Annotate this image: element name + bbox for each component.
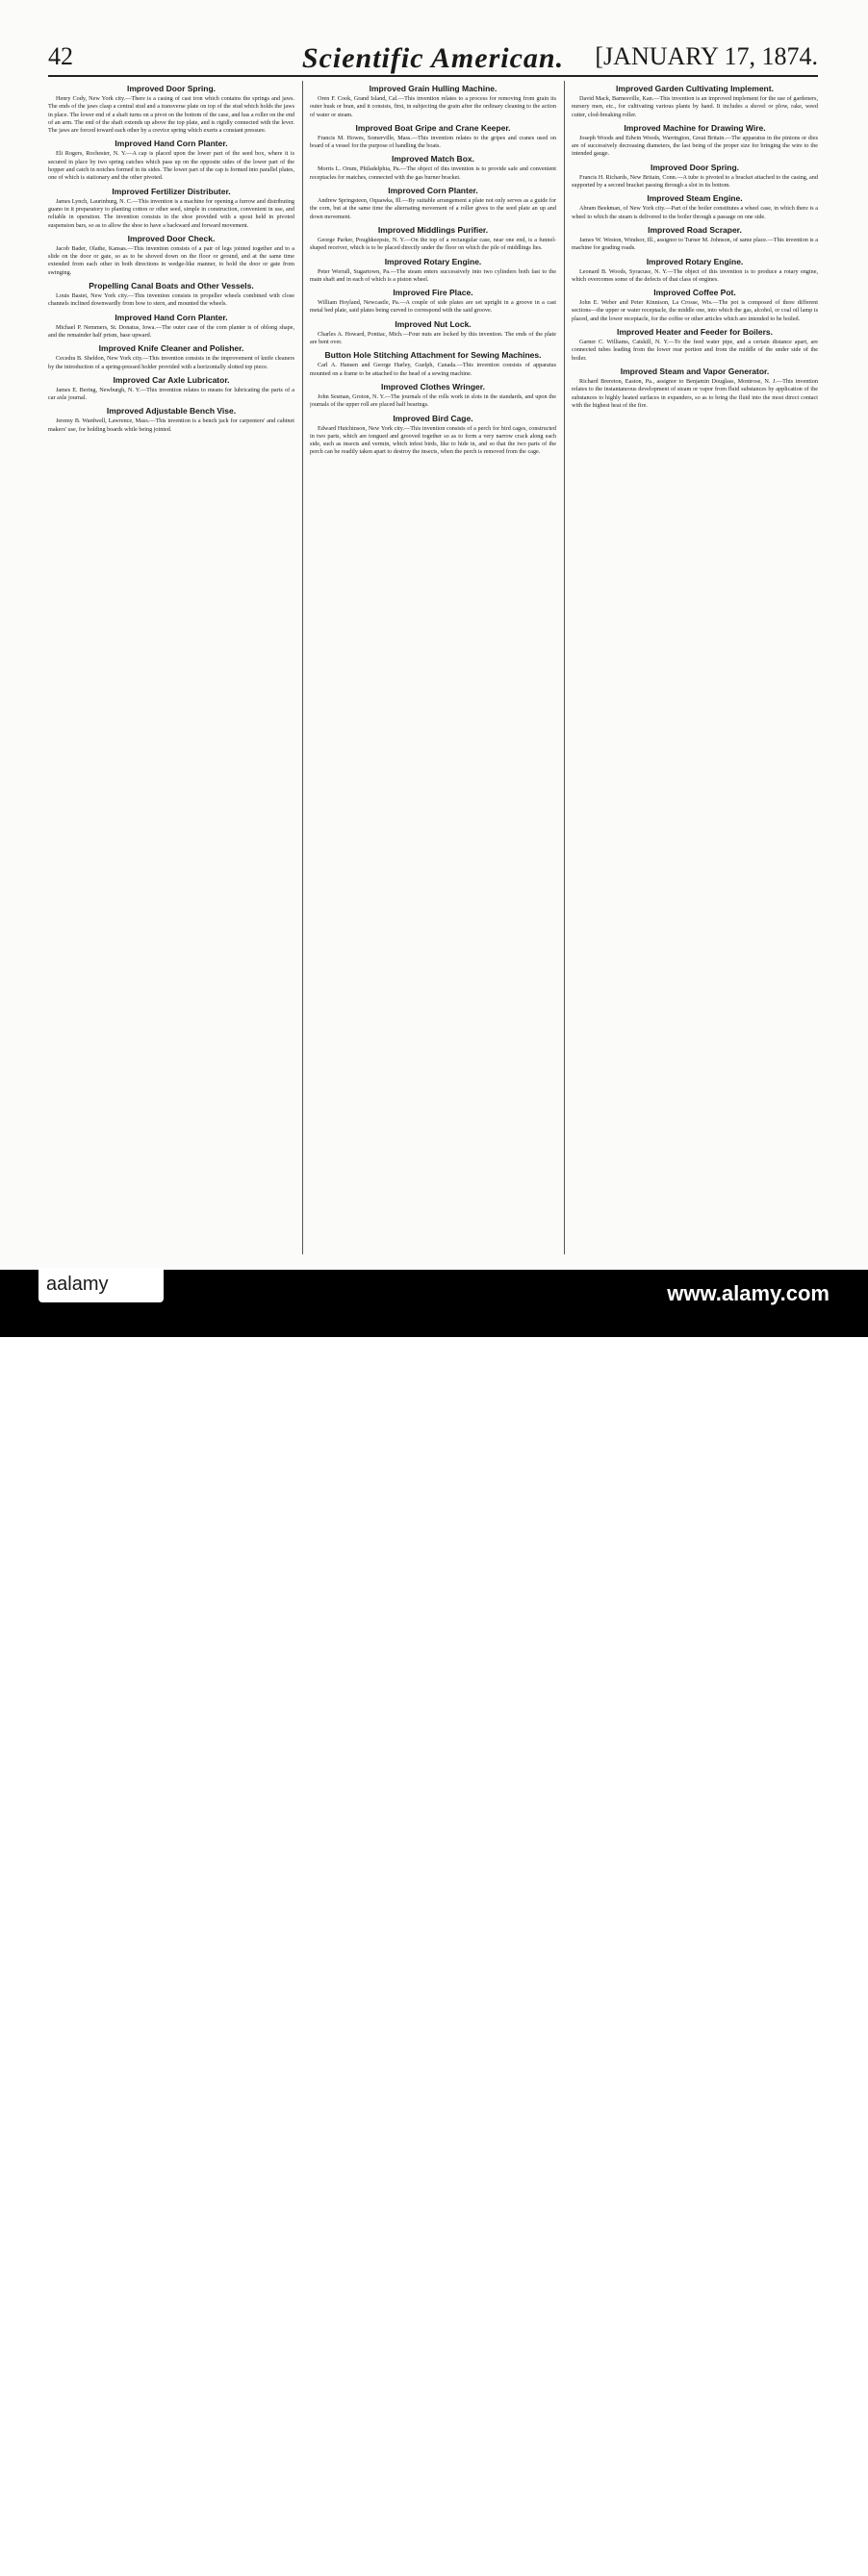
article-body: Abram Beekman, of New York city.—Part of the boiler constitutes a wheel case, in which there is a wheel to which the steam is delivered to the boiler through a passage on one side.	[572, 205, 818, 220]
article	[48, 281, 294, 309]
article-heading: Improved Fertilizer Distributer.	[112, 186, 231, 196]
article-body: Garner C. Williams, Catskill, N. Y.—To the feed water pipe, and a certain distance apart, are connected tubes leading from the lower rear portion and from the middle of the under side of the boiler.	[572, 339, 818, 362]
article-heading: Improved Fire Place.	[393, 288, 473, 298]
article-heading: Improved Door Spring.	[126, 84, 217, 93]
article	[572, 257, 818, 285]
article	[572, 193, 818, 221]
article-body: John E. Weber and Peter Kinnison, La Crosse, Wis.—The pot is composed of three different sections—the upper or water receptacle, the middle one, into which the gas, alcohol, or coal oil lamp is placed, and the lower receptacle, for the coffee or other articles which are intended to be boiled.	[572, 299, 818, 322]
article-heading: Improved Heater and Feeder for Boilers.	[616, 327, 774, 338]
article-heading: Propelling Canal Boats and Other Vessels.	[89, 281, 254, 291]
article-body: Andrew Springsteen, Oquawka, Ill.—By suitable arrangement a plate not only serves as a guide for the corn, but at the same time the alternating movement of a roller gives to the seed plate an up and down movement.	[310, 197, 556, 220]
alamy-logo	[38, 1268, 164, 1302]
article	[48, 375, 294, 403]
article	[48, 139, 294, 182]
article-body: Eli Rogers, Rochester, N. Y.—A cap is placed upon the lower part of the seed box, where it is secured in place by two spring catches which pass up on the opposite sides of the lower part of the hopper and catch in notches formed in its sides. The lower part of the cap is formed into parallel plates, one of which is stationary and the other pivoted.	[48, 150, 294, 182]
article-heading: Improved Steam and Vapor Generator.	[620, 366, 770, 376]
article-body: Edward Hutchinson, New York city.—This invention consists of a perch for bird cages, constructed in two parts, which are tongued and grooved together so as to form a very narrow crack along each side, such as insects and vermin, which infest birds, like to hide in, and so that the two parts of the perch can be readily taken apart to destroy the insects, when the perch is removed from the cage.	[310, 424, 556, 456]
article	[572, 163, 818, 190]
article	[310, 186, 556, 221]
article-heading: Improved Car Axle Lubricator.	[113, 374, 230, 385]
article-heading: Improved Boat Gripe and Crane Keeper.	[355, 122, 511, 133]
article-heading: Improved Match Box.	[392, 154, 474, 164]
article-heading: Improved Grain Hulling Machine.	[369, 84, 498, 93]
article-heading: Improved Garden Cultivating Implement.	[616, 84, 774, 93]
article-body: Jacob Bader, Olathe, Kansas.—This invention consists of a pair of legs jointed together and to a slide on the door or gate, so as to be shoved down on the floor or ground, and at the same time extended from each other in both directions in wedge-like manner, to hold the door or gate from swinging.	[48, 244, 294, 276]
article-body: Francis H. Richards, New Britain, Conn.—A tube is pivoted to a bracket attached to the casing, and supported by a second bracket passing through a slot in its bottom.	[572, 173, 818, 189]
article-columns	[48, 81, 818, 1254]
article-heading: Improved Hand Corn Planter.	[115, 312, 228, 322]
article	[310, 350, 556, 378]
masthead-rule	[48, 75, 818, 77]
article-body: Francis M. Howes, Somerville, Mass.—This invention relates to the gripes and cranes used on board of a vessel for the purpose of handling the boats.	[310, 134, 556, 150]
article-body: Morris L. Orum, Philadelphia, Pa.—The object of this invention is to provide safe and convenient receptacles for matches, connected with the gas burner bracket.	[310, 165, 556, 181]
column-middle	[310, 81, 556, 1254]
article	[310, 154, 556, 182]
logo-word: alamy	[57, 1274, 109, 1295]
article-body: Leonard B. Woods, Syracuse, N. Y.—The object of this invention is to produce a rotary engine, which overcomes some of the defects of that class of engines.	[572, 267, 818, 283]
article	[310, 288, 556, 316]
article-body: Richard Brereton, Easton, Pa., assignor to Benjamin Douglass, Montrose, N. J.—This invention relates to the instantaneous development of steam or vapor from fluid substances by application of the substances to highly heated surfaces in expanders, so as to bring the fluid into the most direct contact with the highest heat of the fire.	[572, 377, 818, 409]
article-body: Cecedra B. Sheldon, New York city.—This invention consists in the improvement of knife cleaners by the introduction of a spring-pressed holder provided with a horizontally slotted top piece.	[48, 355, 294, 370]
article-heading: Improved Knife Cleaner and Polisher.	[98, 343, 244, 354]
article	[572, 84, 818, 119]
issue-date: [JANUARY 17, 1874.	[595, 42, 818, 70]
newspaper-page	[0, 0, 868, 1270]
article-body: George Parker, Poughkeepsie, N. Y.—On the top of a rectangular case, near one end, is a funnel-shaped receiver, which is to be placed directly under the floor on which the pile of middlings lies.	[310, 236, 556, 252]
article-body: Carl A. Hansen and George Harley, Guelph, Canada.—This invention consists of apparatus mounted on a frame to be attached to the head of a sewing machine.	[310, 362, 556, 377]
article	[310, 319, 556, 347]
article	[572, 225, 818, 253]
article-heading: Improved Coffee Pot.	[653, 288, 736, 298]
article-body: William Hoyland, Newcastle, Pa.—A couple of side plates are set upright in a groove in a cast metal bed plate, said plates being curved to correspond with the said groove.	[310, 299, 556, 315]
article-heading: Improved Nut Lock.	[395, 318, 472, 329]
article	[572, 123, 818, 159]
article-heading: Improved Rotary Engine.	[384, 256, 482, 266]
article	[572, 327, 818, 363]
article	[310, 382, 556, 410]
article-body: John Sesman, Groton, N. Y.—The journals of the rolls work in slots in the standards, and upon the journals of the upper roll are placed half bearings.	[310, 392, 556, 409]
column-right	[572, 81, 818, 1254]
article	[48, 84, 294, 135]
article-body: Charles A. Howard, Pontiac, Mich.—Four nuts are locked by this invention. The ends of the plate are bent over.	[310, 330, 556, 346]
article-body: Joseph Woods and Edwin Woods, Warrington, Great Britain.—The apparatus in the pinions or dies are of successively decreasing diameters, the last being of the proper size for bringing the wire to the intended gauge.	[572, 134, 818, 158]
article-body: Oren F. Cook, Grand Island, Cal.—This invention relates to a process for removing from grain its outer husk or bran, and it consists, first, in subjecting the grain after the ordinary cleaning to the action of water or steam.	[310, 95, 556, 118]
column-left	[48, 81, 294, 1254]
article-body: James W. Weston, Windsor, Ill., assignor to Turner M. Johnson, of same place.—This invention is a machine for grading roads.	[572, 236, 818, 252]
article-body: Jeremy B. Wardwell, Lawrence, Mass.—This invention is a bench jack for carpenters' and cabinet makers' use, for holding boards while being jointed.	[48, 417, 294, 433]
image-code: 2ABWBC5	[809, 2564, 860, 2576]
article-heading: Improved Middlings Purifier.	[377, 224, 489, 235]
article	[310, 84, 556, 119]
watermark-url: www.alamy.com	[667, 1281, 830, 1305]
article-heading: Improved Bird Cage.	[393, 413, 473, 423]
article-heading: Improved Door Spring.	[650, 162, 740, 172]
article	[572, 288, 818, 323]
article-body: James Lynch, Laurinburg, N. C.—This invention is a machine for opening a furrow and distributing guano in it preparatory to planting cotton or other seed, simple in construction, convenient in use, and reliable in operation. The invention consists in the shoe provided with a spout held in pivoted suspension bars, so as to allow the shoe to have a backward and forward movement.	[48, 197, 294, 229]
article	[310, 225, 556, 253]
article-body: James E. Bering, Newburgh, N. Y.—This invention relates to means for lubricating the parts of a car axle journal.	[48, 386, 294, 402]
article	[48, 187, 294, 230]
publication-title: Scientific American.	[301, 42, 565, 74]
article-body: Louis Bastet, New York city.—This invention consists in propeller wheels combined with close channels inclined downwardly from bow to stern, and mounted the wheels.	[48, 292, 294, 308]
article-body: Peter Worrall, Sugartown, Pa.—The steam enters successively into two cylinders both fast to the main shaft and in each of which is a piston wheel.	[310, 267, 556, 283]
page-number: 42	[48, 42, 73, 70]
article	[310, 257, 556, 285]
article-heading: Improved Steam Engine.	[647, 193, 743, 204]
article-body: David Mack, Barnesville, Kan.—This invention is an improved implement for the use of gardeners, nursery men, etc., for cultivating various plants by hand. It includes a shovel or plow, rake, weed cutter, clod-breaking roller.	[572, 95, 818, 118]
article-heading: Improved Adjustable Bench Vise.	[106, 406, 237, 417]
article-heading: Improved Road Scraper.	[648, 224, 742, 235]
logo-tail: a	[46, 1274, 58, 1295]
article-heading: Improved Rotary Engine.	[646, 256, 744, 266]
article-heading: Improved Door Check.	[127, 233, 216, 243]
article	[310, 414, 556, 457]
article-heading: Button Hole Stitching Attachment for Sewing Machines.	[324, 350, 542, 361]
article	[48, 313, 294, 341]
article-heading: Improved Hand Corn Planter.	[115, 139, 228, 149]
article-heading: Improved Machine for Drawing Wire.	[624, 122, 766, 133]
article-body: Michael P. Nemmers, St. Donatus, Iowa.—The outer case of the corn planter is of oblong shape, and the remainder half prism, base upward.	[48, 323, 294, 339]
article-heading: Improved Clothes Wringer.	[380, 381, 485, 391]
article	[310, 123, 556, 151]
article-body: Henry Cody, New York city.—There is a casing of cast iron which contains the springs and jaws. The ends of the jaws clasp a central stud and a transverse plate on top of the stud which holds the jaws in place. The lower end of a shaft turns on a pivot on the bottom of the case, and has a roller on the end of an arm. The end of the shaft extends up above the top plate, and is rigidly connected with the lever. The jaws are forced toward each other by a crevice spring which exerts a constant pressure.	[48, 95, 294, 135]
article	[572, 366, 818, 410]
article	[48, 343, 294, 371]
article-heading: Improved Corn Planter.	[388, 186, 478, 196]
article	[48, 406, 294, 434]
article	[48, 234, 294, 277]
